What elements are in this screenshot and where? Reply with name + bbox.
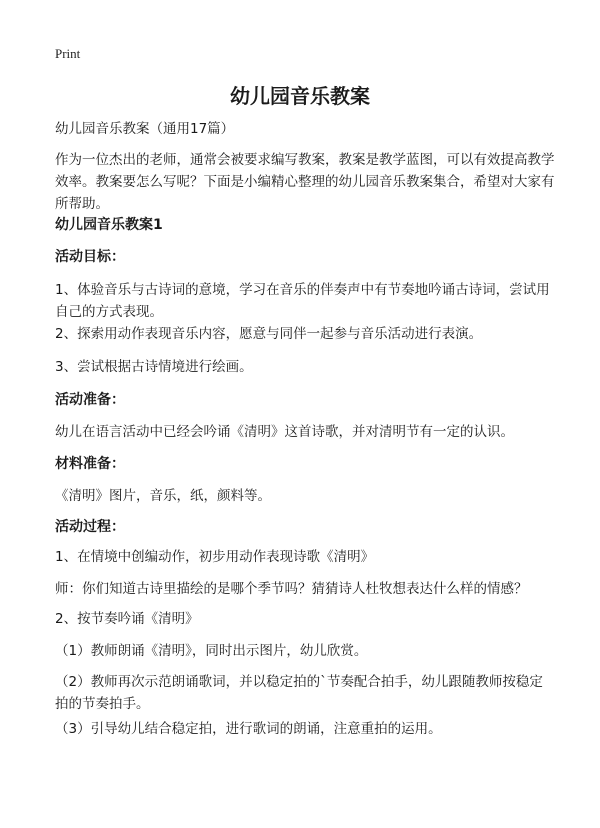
lesson-title: 幼儿园音乐教案1 [55,217,163,233]
process-item: 师：你们知道古诗里描绘的是哪个季节吗？猜猜诗人杜牧想表达什么样的情感？ [55,581,528,597]
process-item: （3）引导幼儿结合稳定拍，进行歌词的朗诵，注意重拍的运用。 [55,721,442,737]
process-heading: 活动过程： [55,519,125,535]
goal-item: 1、体验音乐与古诗词的意境，学习在音乐的伴奏声中有节奏地吟诵古诗词，尝试用自己的方式表现。 [55,282,550,320]
print-link[interactable]: Print [55,46,81,61]
process-item: 1、在情境中创编动作，初步用动作表现诗歌《清明》 [55,549,375,565]
goals-heading: 活动目标： [55,249,125,265]
goal-item: 2、探索用动作表现音乐内容，愿意与同伴一起参与音乐活动进行表演。 [55,326,483,342]
materials-text: 《清明》图片，音乐，纸，颜料等。 [55,488,271,504]
intro-paragraph: 作为一位杰出的老师，通常会被要求编写教案，教案是教学蓝图，可以有效提高教学效率。教案要怎么写呢？下面是小编精心整理的幼儿园音乐教案集合，希望对大家有所帮助。 [55,152,555,212]
subtitle: 幼儿园音乐教案（通用17篇） [55,121,235,137]
goal-item: 3、尝试根据古诗情境进行绘画。 [55,359,253,375]
page-title: 幼儿园音乐教案 [230,84,370,108]
materials-heading: 材料准备： [55,456,125,472]
prep-text: 幼儿在语言活动中已经会吟诵《清明》这首诗歌，并对清明节有一定的认识。 [55,424,514,440]
prep-heading: 活动准备： [55,392,125,408]
process-item: （1）教师朗诵《清明》，同时出示图片，幼儿欣赏。 [55,643,368,659]
process-item: 2、按节奏吟诵《清明》 [55,611,199,627]
process-item: （2）教师再次示范朗诵歌词，并以稳定拍的`节奏配合拍手，幼儿跟随教师按稳定拍的节奏拍手。 [55,674,543,712]
